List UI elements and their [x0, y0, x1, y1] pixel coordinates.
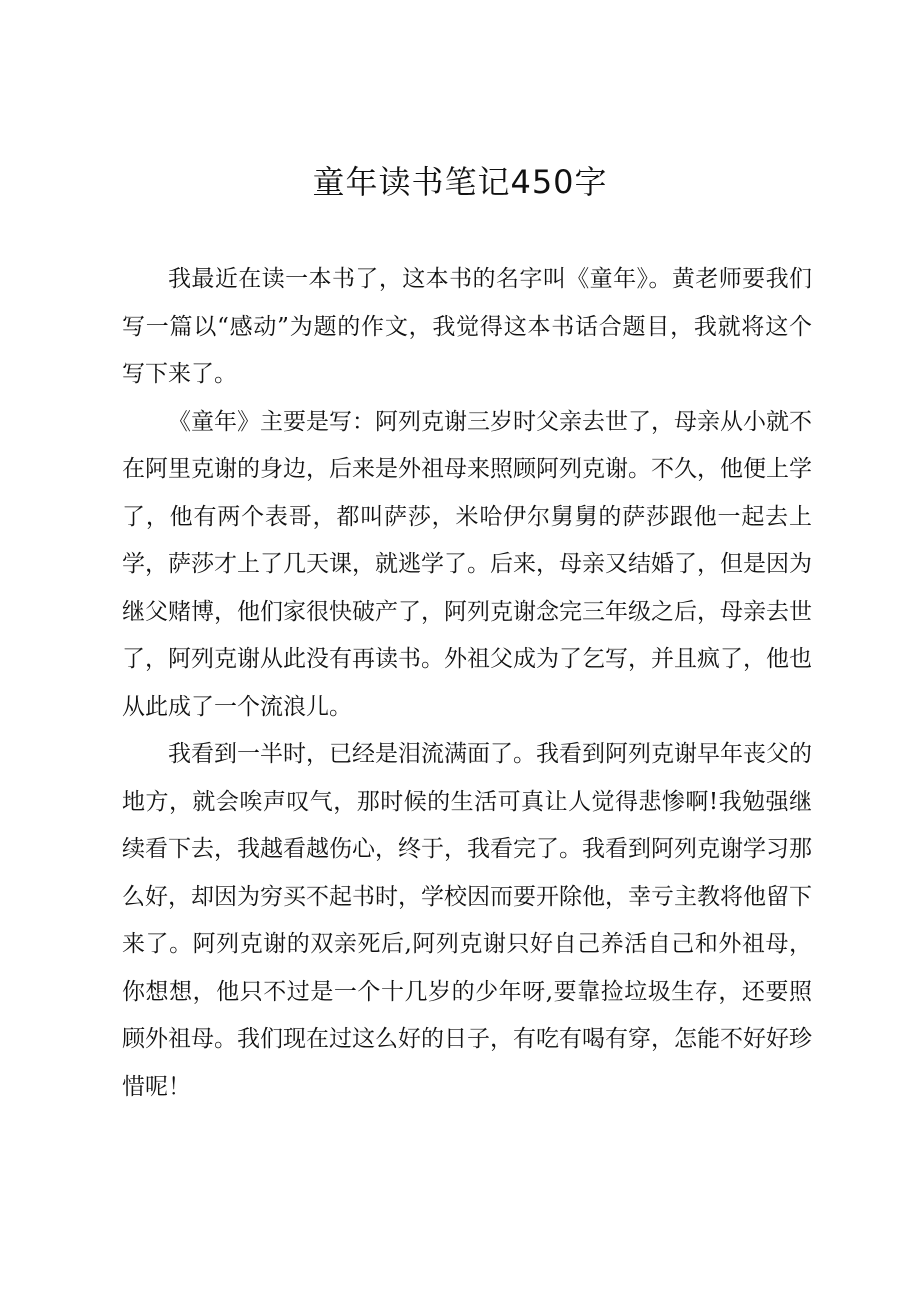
document-body	[122, 256, 812, 1111]
paragraph-3: 我看到一半时，已经是泪流满面了。我看到阿列克谢早年丧父的地方，就会唉声叹气，那时候的生活可真让人觉得悲惨啊!我勉强继续看下去，我越看越伤心，终于，我看完了。我看到阿列克谢学习那么好，却因为穷买不起书时，学校因而要开除他，幸亏主教将他留下来了。阿列克谢的双亲死后,阿列克谢只好自己养活自己和外祖母，你想想，他只不过是一个十几岁的少年呀,要靠捡垃圾生存，还要照顾外祖母。我们现在过这么好的日子，有吃有喝有穿，怎能不好好珍惜呢！	[122, 741, 812, 1100]
paragraph-1: 我最近在读一本书了，这本书的名字叫《童年》。黄老师要我们写一篇以“感动”为题的作文，我觉得这本书话合题目，我就将这个写下来了。	[122, 266, 812, 387]
paragraph-2: 《童年》主要是写：阿列克谢三岁时父亲去世了，母亲从小就不在阿里克谢的身边，后来是外祖母来照顾阿列克谢。不久，他便上学了，他有两个表哥，都叫萨莎，米哈伊尔舅舅的萨莎跟他一起去上学，萨莎才上了几天课，就逃学了。后来，母亲又结婚了，但是因为继父赌博，他们家很快破产了，阿列克谢念完三年级之后，母亲去世了，阿列克谢从此没有再读书。外祖父成为了乞写，并且疯了，他也从此成了一个流浪儿。	[122, 408, 812, 720]
document-title: 童年读书笔记450字	[312, 163, 608, 201]
